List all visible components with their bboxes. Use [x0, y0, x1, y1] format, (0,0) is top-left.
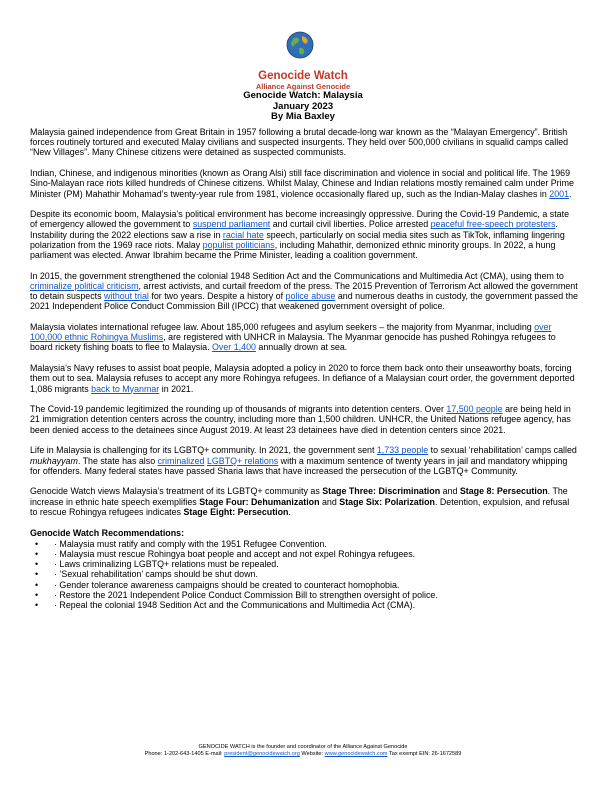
org-tagline: Alliance Against Genocide: [255, 82, 351, 91]
paragraph-text: and numerous deaths in custody, the government passed the 2021 Independent Police Conduct Commission Bill (IPCC) that weakened government oversight of police.: [30, 291, 578, 312]
footer-website-link[interactable]: www.genocidewatch.com: [324, 751, 388, 757]
link-over-1400[interactable]: Over 1,400: [212, 342, 256, 353]
document-date: January 2023: [272, 100, 334, 112]
link-2001[interactable]: 2001: [549, 188, 570, 199]
paragraph-text: Indian, Chinese, and indigenous minorities (known as Orang Alsi) still face discrimination and violence in social and political life. The 1969 Sino-Malayan race riots killed hundreds of Chinese citizens. Whilst Malay, Chinese and Indian relations mostly remained calm under Prime Minister (PM) Mahathir Mohamad’s twenty-year rule from 1981, violence occasionally flared up, such as the Indian-Malay clashes in: [30, 168, 574, 199]
paragraph-text: , arrest activists, and curtail freedom of the press. The 2015 Prevention of Terrorism Act allowed the government to detain suspects: [30, 280, 578, 302]
paragraph-text: In 2015, the government strengthened the colonial 1948 Sedition Act and the Communications and Multimedia Act (CMA), using them to: [30, 270, 564, 281]
document-title: Genocide Watch: Malaysia: [243, 90, 363, 101]
link-back-to-myanmar[interactable]: back to Myanmar: [91, 383, 160, 394]
list-item: [35, 600, 578, 611]
paragraph-text: . Instability during the 2022 elections saw a rise in: [30, 219, 558, 240]
footer-email-link[interactable]: president@genocidewatch.org: [224, 751, 300, 757]
paragraph-sedition-act: [30, 271, 578, 312]
paragraph-text: with a maximum sentence of twenty years in jail and mandatory whipping for offenders. Many federal states have passed Sharia laws that have increased the persecution of the LGBTQ+ Community.: [30, 455, 568, 476]
bullet-icon: •: [35, 579, 39, 590]
document-header: [0, 70, 606, 123]
stage-label: Stage Four: Dehumanization: [199, 496, 320, 507]
link-populist-politicians[interactable]: populist politicians: [202, 239, 275, 250]
recommendation-text: · Gender tolerance awareness campaigns should be created to counteract homophobia.: [54, 579, 400, 590]
list-item: [35, 549, 578, 559]
paragraph-text: Despite its economic boom, Malaysia’s political environment has become increasingly oppressive. During the Covid-19 Pandemic, a state of emergency allowed the government to: [30, 209, 570, 230]
recommendation-text: · Repeal the colonial 1948 Sedition Act and the Communications and Multimedia Act (CMA).: [54, 600, 416, 611]
link-suspend-parliament[interactable]: suspend parliament: [192, 219, 271, 230]
footer-website-label: Website:: [299, 751, 325, 757]
stage-label: Stage Three: Discrimination: [322, 486, 441, 497]
link-1733-people[interactable]: 1,733 people: [376, 445, 429, 456]
recommendation-text: · Restore the 2021 Independent Police Conduct Commission Bill to strengthen oversight of police.: [54, 589, 438, 600]
footer-contact: [0, 751, 606, 758]
footer-ein: Tax exempt EIN: 26-1672589: [387, 751, 462, 757]
paragraph-text: . The state has also: [77, 455, 158, 466]
footer-line: GENOCIDE WATCH is the founder and coordinator of the Alliance Against Genocide: [198, 744, 408, 750]
list-item: [35, 538, 578, 549]
link-17500-people[interactable]: 17,500 people: [446, 404, 503, 415]
org-name: Genocide Watch: [258, 70, 348, 82]
bullet-icon: •: [35, 600, 39, 611]
paragraph-minorities: [30, 168, 578, 199]
globe-icon: [285, 30, 315, 60]
paragraph-text: are being held in 21 immigration detention centers across the country, including more than 1,500 children. UNHCR, the United Nations refugee agency, has been denied access to the detainees since August 2019. At least 23 detainees have died in detention centers since 2021.: [30, 404, 571, 435]
recommendations-list: [30, 539, 578, 610]
list-item: [35, 559, 578, 570]
stage-label: Stage Eight: Persecution: [183, 506, 289, 517]
footer-phone: Phone: 1-202-643-1405 E-mail:: [144, 751, 225, 757]
bullet-icon: •: [35, 549, 39, 559]
list-item: [35, 589, 578, 600]
link-criminalize-criticism[interactable]: criminalize political criticism: [30, 280, 139, 291]
link-criminalized[interactable]: criminalized: [157, 455, 205, 466]
bullet-icon: •: [35, 589, 39, 600]
paragraph-text: . Detention, expulsion, and refusal to rescue Rohingya refugees indicates: [30, 496, 570, 517]
paragraph-text: and: [319, 496, 340, 507]
paragraph-independence: [30, 127, 578, 158]
document-body: [30, 127, 578, 610]
paragraph-text: The Covid-19 pandemic legitimized the rounding up of thousands of migrants into detention centers. Over: [30, 404, 447, 415]
recommendation-text: · ‘Sexual rehabilitation’ camps should be shut down.: [54, 569, 258, 580]
bullet-icon: •: [35, 569, 39, 580]
paragraph-text: , including Mahathir, demonized ethnic minority groups. In 2022, a hung parliament was elected. Anwar Ibrahim became the Prime Minister, leading a coalition government.: [30, 239, 556, 261]
paragraph-text: . The increase in ethnic hate speech exemplifies: [30, 486, 568, 507]
paragraph-text: Malaysia’s Navy refuses to assist boat people, Malaysia adopted a policy in 2020 to force them back onto their unseaworthy boats, forcing them out to sea. Malaysia refuses to accept any more Rohingya refugees. In defiance of a Malaysian court order, the government deported 1,086 migrants: [30, 363, 575, 394]
paragraph-text: annually drown at sea.: [255, 342, 348, 353]
link-racial-hate[interactable]: racial hate: [222, 229, 264, 240]
paragraph-text: for two years. Despite a history of: [148, 291, 286, 302]
list-item: [35, 569, 578, 580]
paragraph-text: Life in Malaysia is challenging for its LGBTQ+ community. In 2021, the government sent: [30, 445, 377, 456]
paragraph-navy: [30, 363, 578, 394]
recommendation-text: · Malaysia must rescue Rohingya boat people and accept and not expel Rohingya refugees.: [54, 549, 416, 559]
link-without-trial[interactable]: without trial: [104, 291, 149, 302]
paragraph-politics: [30, 209, 578, 260]
recommendations-title: Genocide Watch Recommendations:: [30, 527, 185, 538]
link-lgbtq-relations[interactable]: LGBTQ+ relations: [206, 455, 279, 466]
paragraph-detention: [30, 404, 578, 435]
stage-label: Stage 8: Persecution: [459, 486, 548, 497]
bullet-icon: •: [35, 538, 39, 549]
paragraph-text: .: [569, 188, 572, 199]
italic-term: mukhayyam: [30, 455, 78, 466]
document-byline: By Mia Baxley: [271, 111, 335, 122]
paragraph-text: and: [440, 486, 460, 497]
paragraph-text: Malaysia violates international refugee law. About 185,000 refugees and asylum seekers – the majority from Myanmar, including: [30, 322, 535, 333]
link-police-abuse[interactable]: police abuse: [285, 291, 336, 302]
paragraph-stages: [30, 486, 578, 517]
link-rohingya-muslims[interactable]: over 100,000 ethnic Rohingya Muslims: [30, 322, 552, 343]
paragraph-text: to sexual ‘rehabilitation’ camps called: [428, 445, 577, 456]
recommendation-text: · Laws criminalizing LGBTQ+ relations must be repealed.: [54, 559, 279, 570]
recommendation-text: · Malaysia must ratify and comply with the 1951 Refugee Convention.: [54, 538, 327, 549]
paragraph-text: Malaysia gained independence from Great Britain in 1957 following a brutal decade-long war known as the “Malayan Emergency”. British forces routinely tortured and executed Malay civilians and suspected insurgents. They held over 500,000 civilians in squalid camps called “New Villages”. Many Chinese citizens were detained as suspected communists.: [30, 127, 569, 158]
paragraph-text: .: [288, 506, 291, 517]
bullet-icon: •: [35, 559, 39, 570]
paragraph-text: speech, particularly on social media sites such as TikTok, inflaming lingering polarization from the 1969 race riots. Malay: [30, 229, 565, 250]
list-item: [35, 579, 578, 590]
paragraph-text: and curtail civil liberties. Police arrested: [270, 219, 431, 230]
paragraph-refugees: [30, 322, 578, 353]
paragraph-lgbtq: [30, 445, 578, 476]
link-protesters[interactable]: peaceful free-speech protesters: [430, 219, 556, 230]
paragraph-text: , are registered with UNHCR in Malaysia. The Myanmar genocide has pushed Rohingya refugees to board rickety fishing boats to flee to Malaysia.: [30, 332, 556, 353]
document-footer: [0, 744, 606, 758]
stage-label: Stage Six: Polarization: [339, 496, 435, 507]
paragraph-text: Genocide Watch views Malaysia’s treatment of its LGBTQ+ community as: [30, 486, 323, 497]
paragraph-text: in 2021.: [159, 383, 194, 394]
